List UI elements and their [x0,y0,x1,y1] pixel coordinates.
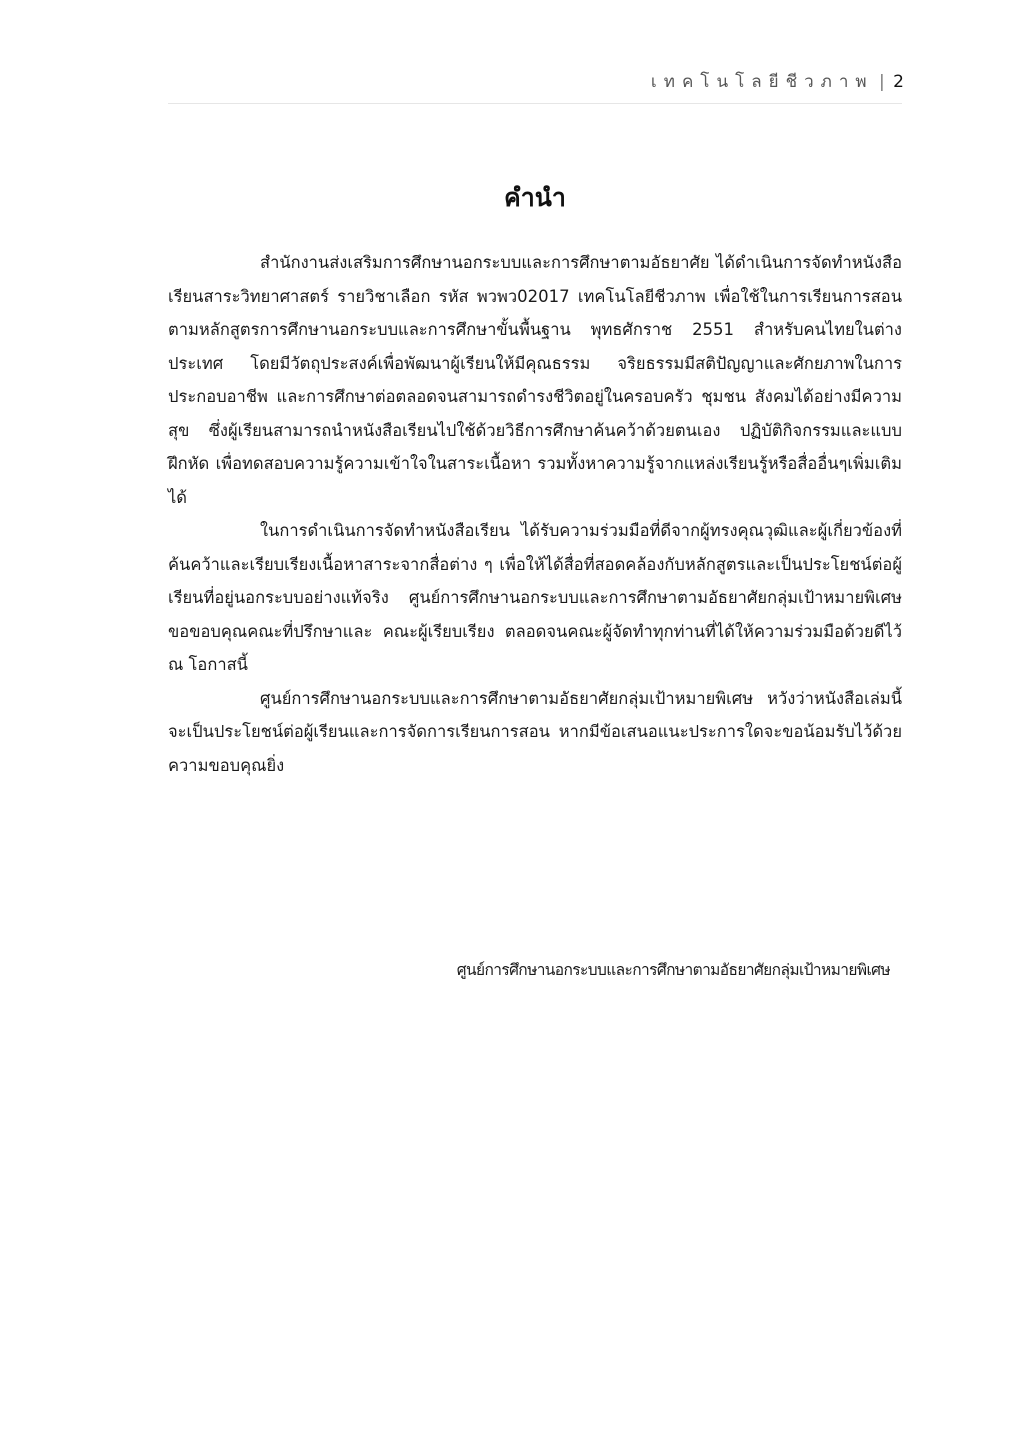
header-title: เทคโนโลยีชีวภาพ [650,72,874,92]
page-number: 2 [893,72,904,92]
document-title: คำนำ [504,183,566,212]
paragraph: ศูนย์การศึกษานอกระบบและการศึกษาตามอัธยาศัยกลุ่มเป้าหมายพิเศษ หวังว่าหนังสือเล่มนี้จะเป็นประโยชน์ต่อผู้เรียนและการจัดการเรียนการสอน หากมีข้อเสนอแนะประการใดจะขอน้อมรับไว้ด้วยความขอบคุณยิ่ง [168,688,902,775]
header-divider [168,103,902,104]
paragraph: สำนักงานส่งเสริมการศึกษานอกระบบและการศึกษาตามอัธยาศัย ได้ดำเนินการจัดทำหนังสือเรียนสาระวิทยาศาสตร์ รายวิชาเลือก รหัส พวพว02017 เทคโนโลยีชีวภาพ เพื่อใช้ในการเรียนการสอนตามหลักสูตรการศึกษานอกระบบและการศึกษาขั้นพื้นฐาน พุทธศักราช 2551 สำหรับคนไทยในต่างประเทศ โดยมีวัตถุประสงค์เพื่อพัฒนาผู้เรียนให้มีคุณธรรม จริยธรรมมีสติปัญญาและศักยภาพในการประกอบอาชีพ และการศึกษาต่อตลอดจนสามารถดำรงชีวิตอยู่ในครอบครัว ชุมชน สังคมได้อย่างมีความสุข ซึ่งผู้เรียนสามารถนำหนังสือเรียนไปใช้ด้วยวิธีการศึกษาค้นคว้าด้วยตนเอง ปฏิบัติกิจกรรมและแบบฝึกหัด เพื่อทดสอบความรู้ความเข้าใจในสาระเนื้อหา รวมทั้งหาความรู้จากแหล่งเรียนรู้หรือสื่ออื่นๆเพิ่มเติมได้ [168,253,902,507]
header-separator: | [879,72,885,92]
signature-line: ศูนย์การศึกษานอกระบบและการศึกษาตามอัธยาศัยกลุ่มเป้าหมายพิเศษ [456,961,890,979]
running-header [651,68,904,95]
paragraph: ในการดำเนินการจัดทำหนังสือเรียน ได้รับความร่วมมือที่ดีจากผู้ทรงคุณวุฒิและผู้เกี่ยวข้องที่ค้นคว้าและเรียบเรียงเนื้อหาสาระจากสื่อต่าง ๆ เพื่อให้ได้สื่อที่สอดคล้องกับหลักสูตรและเป็นประโยชน์ต่อผู้เรียนที่อยู่นอกระบบอย่างแท้จริง ศูนย์การศึกษานอกระบบและการศึกษาตามอัธยาศัยกลุ่มเป้าหมายพิเศษ ขอขอบคุณคณะที่ปรึกษาและ คณะผู้เรียบเรียง ตลอดจนคณะผู้จัดทำทุกท่านที่ได้ให้ความร่วมมือด้วยดีไว้ ณ โอกาสนี้ [168,521,902,674]
document-body [168,246,902,782]
